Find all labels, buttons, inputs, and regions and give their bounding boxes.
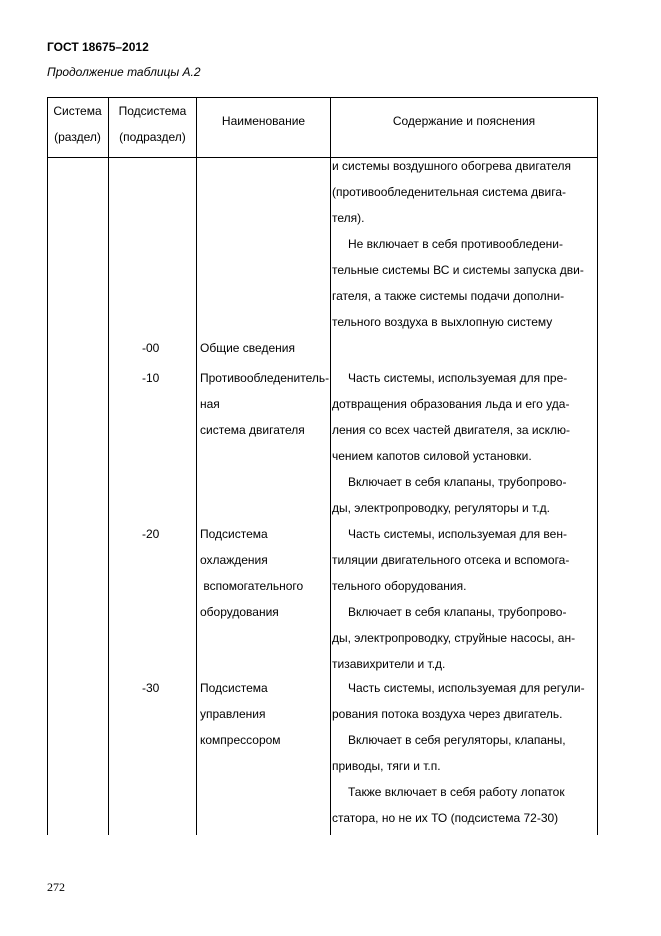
content-line: чением капотов силовой установки. [332,449,532,463]
table-left-border [47,97,48,835]
content-line: приводы, тяги и т.п. [332,759,441,773]
content-line: и системы воздушного обогрева двигателя [332,159,571,173]
content-line: дотвращения образования льда и его уда- [332,397,570,411]
name-line: вспомогательного [200,579,304,593]
content-line: Часть системы, используемая для пре- [348,371,568,385]
content-line: Часть системы, используемая для регули- [348,681,585,695]
subsystem-description [332,365,594,521]
content-line: Также включает в себя работу лопаток [348,785,565,799]
subsystem-description [332,521,594,677]
header-system [47,98,108,150]
content-line: гателя, а также системы подачи дополни- [332,289,565,303]
content-line: рования потока воздуха через двигатель. [332,707,563,721]
content-line: ления со всех частей двигателя, за исклю- [332,423,570,437]
header-subsystem-line1: Подсистема [118,104,187,118]
content-line: ды, электропроводку, регуляторы и т.д. [332,501,550,515]
continuation-text [332,153,594,335]
content-line: тизавихрители и т.д. [332,657,446,671]
content-line: (противообледенительная система двига- [332,185,566,199]
subsystem-code: -20 [142,527,160,541]
header-content: Содержание и пояснения [392,114,536,128]
name-line: компрессором [200,733,281,747]
content-line: тельные системы ВС и системы запуска дви- [332,263,584,277]
content-line: Включает в себя клапаны, трубопрово- [348,475,567,489]
header-system-line2: (раздел) [54,130,101,144]
table-right-border [597,97,598,835]
header-subsystem [109,98,196,150]
page-number: 272 [47,880,65,894]
subsystem-name [200,521,330,625]
header-subsystem-line2: (подраздел) [119,130,186,144]
subsystem-code: -00 [142,341,160,355]
name-line: система двигателя [200,423,305,437]
gost-table [47,97,598,835]
document-standard-number: ГОСТ 18675–2012 [47,40,149,54]
subsystem-description [332,675,594,831]
subsystem-name [200,365,330,443]
table-caption: Продолжение таблицы А.2 [47,65,201,79]
content-line: ды, электропроводку, струйные насосы, ан- [332,631,576,645]
content-line: тельного оборудования. [332,579,467,593]
subsystem-name [200,675,330,753]
header-system-line1: Система [53,104,102,118]
column-divider-2 [196,97,197,835]
header-name: Наименование [221,114,306,128]
content-line: Включает в себя регуляторы, клапаны, [348,733,566,747]
name-line: оборудования [200,605,279,619]
content-line: тиляции двигательного отсека и вспомога- [332,553,570,567]
column-divider-1 [108,97,109,835]
name-line: охлаждения [200,553,268,567]
name-line: Подсистема [200,681,268,695]
name-line: Общие сведения [200,341,295,355]
name-line: управления [200,707,266,721]
content-line: Включает в себя клапаны, трубопрово- [348,605,567,619]
content-line: Часть системы, используемая для вен- [348,527,567,541]
name-line: Подсистема [200,527,268,541]
content-line: тельного воздуха в выхлопную систему [332,315,553,329]
content-line: статора, но не их ТО (подсистема 72-30) [332,811,559,825]
content-line: Не включает в себя противообледени- [348,237,564,251]
subsystem-code: -10 [142,371,160,385]
content-line: теля). [332,211,365,225]
subsystem-code: -30 [142,681,160,695]
subsystem-name [200,335,330,361]
name-line: ная [200,397,220,411]
column-divider-3 [330,97,331,835]
name-line: Противообледенитель- [200,371,330,385]
